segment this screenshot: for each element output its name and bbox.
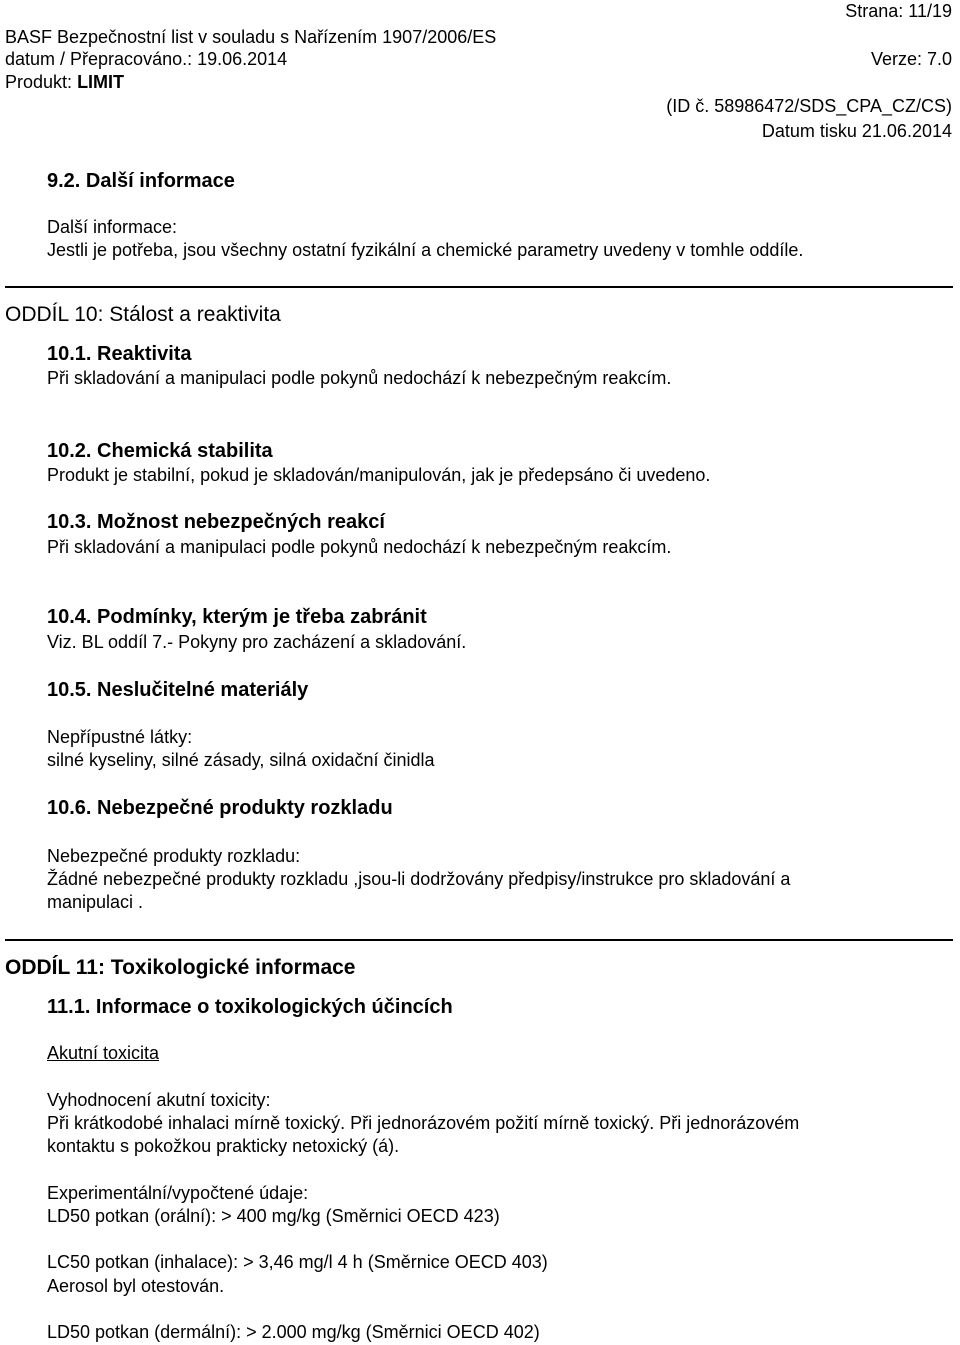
experimental-label: Experimentální/vypočtené údaje: [47,1183,309,1203]
header-print-date: Datum tisku 21.06.2014 [761,121,952,141]
heading-10-4: 10.4. Podmínky, kterým je třeba zabránit [47,606,427,628]
lc50-inhalation: LC50 potkan (inhalace): > 3,46 mg/l 4 h (Směrnice OECD 403) [47,1252,548,1272]
heading-10-6: 10.6. Nebezpečné produkty rozkladu [47,797,393,819]
heading-10-1: 10.1. Reaktivita [47,343,192,365]
s10-3-text: Při skladování a manipulaci podle pokynů nedochází k nebezpečným reakcím. [47,537,672,557]
s10-5-label: Nepřípustné látky: [47,727,193,747]
ld50-oral: LD50 potkan (orální): > 400 mg/kg (Směrnici OECD 423) [47,1206,500,1226]
heading-10-5: 10.5. Neslučitelné materiály [47,679,309,701]
header-version: Verze: 7.0 [870,49,952,69]
section-divider [5,286,953,288]
heading-9-2: 9.2. Další informace [47,170,235,192]
heading-10-2: 10.2. Chemická stabilita [47,440,273,462]
header-document-id: (ID č. 58986472/SDS_CPA_CZ/CS) [666,96,952,116]
section-10-title: ODDÍL 10: Stálost a reaktivita [5,303,281,326]
heading-11-1: 11.1. Informace o toxikologických účincích [47,996,453,1018]
heading-10-3: 10.3. Možnost nebezpečných reakcí [47,511,385,533]
s10-4-text: Viz. BL oddíl 7.- Pokyny pro zacházení a skladování. [47,632,467,652]
s10-5-text: silné kyseliny, silné zásady, silná oxidační činidla [47,750,435,770]
section-divider [5,939,953,941]
header-product [5,71,124,93]
s10-6-text-line2: manipulaci . [47,892,144,912]
s9-2-label: Další informace: [47,217,178,237]
s10-2-text: Produkt je stabilní, pokud je skladován/manipulován, jak je předepsáno či uvedeno. [47,465,711,485]
page-number: Strana: 11/19 [845,1,952,21]
acute-eval-line2: kontaktu s pokožkou prakticky netoxický (á). [47,1136,400,1156]
header-regulation: BASF Bezpečnostní list v souladu s Nařízením 1907/2006/ES [5,27,497,47]
product-name: LIMIT [77,72,125,92]
s9-2-text: Jestli je potřeba, jsou všechny ostatní fyzikální a chemické parametry uvedeny v tomhle oddíle. [47,240,804,260]
s10-1-text: Při skladování a manipulaci podle pokynů nedochází k nebezpečným reakcím. [47,368,672,388]
header-revision-date: datum / Přepracováno.: 19.06.2014 [5,49,288,69]
acute-eval-label: Vyhodnocení akutní toxicity: [47,1090,271,1110]
aerosol-note: Aerosol byl otestován. [47,1276,225,1296]
acute-eval-line1: Při krátkodobé inhalaci mírně toxický. Při jednorázovém požití mírně toxický. Při jednorázovém [47,1113,800,1133]
s10-6-label: Nebezpečné produkty rozkladu: [47,846,301,866]
product-label: Produkt: [5,72,73,92]
acute-toxicity-title: Akutní toxicita [47,1043,160,1063]
ld50-dermal: LD50 potkan (dermální): > 2.000 mg/kg (Směrnici OECD 402) [47,1322,540,1342]
s10-6-text-line1: Žádné nebezpečné produkty rozkladu ,jsou-li dodržovány předpisy/instrukce pro skladování a [47,869,791,889]
section-11-title: ODDÍL 11: Toxikologické informace [5,956,356,979]
